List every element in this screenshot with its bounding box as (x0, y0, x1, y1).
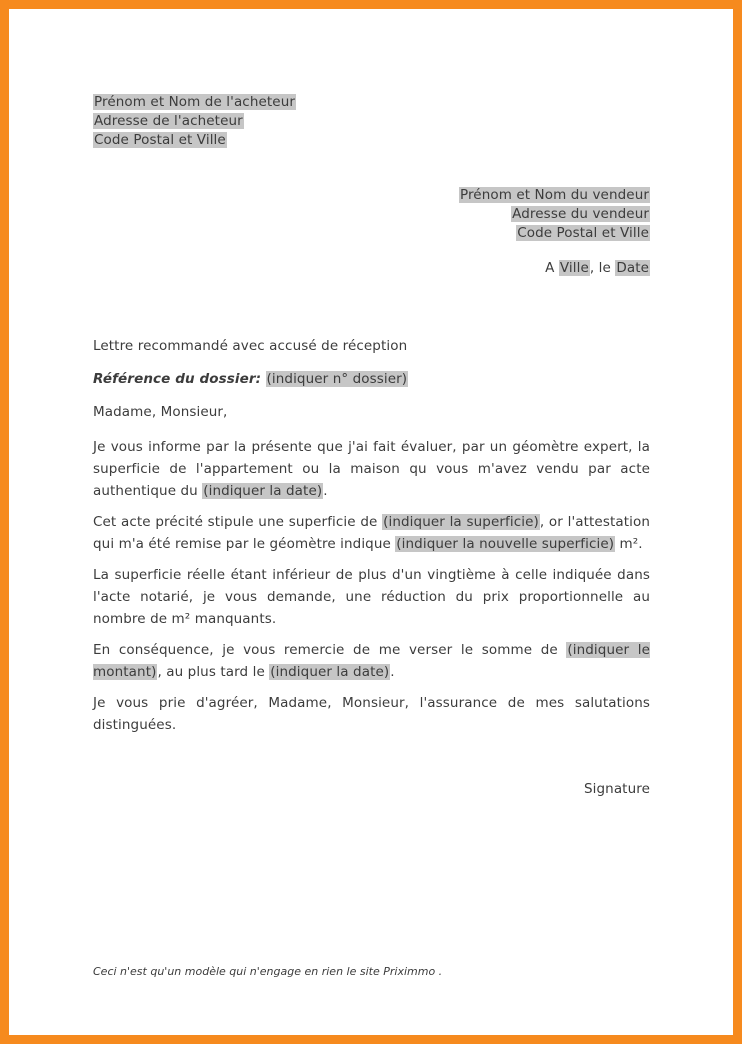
buyer-city-placeholder: Code Postal et Ville (94, 132, 226, 148)
buyer-city-line (93, 131, 650, 150)
date-line (93, 259, 650, 278)
vendor-city-placeholder: Code Postal et Ville (517, 225, 649, 241)
signature-label: Signature (583, 781, 650, 797)
vendor-address-line (93, 205, 650, 224)
reference-label: Référence du dossier: (93, 371, 262, 387)
paragraph-surface-text: Cet acte précité stipule une superficie de (93, 514, 383, 530)
buyer-name-line (93, 93, 650, 112)
footer-disclaimer: Ceci n'est qu'un modèle qui n'engage en rien le site Priximmo . (93, 965, 443, 978)
vendor-address-block (93, 186, 650, 243)
letter-content (9, 9, 733, 800)
paragraph-closing: Je vous prie d'agréer, Madame, Monsieur, l'assurance de mes salutations distinguées. (93, 695, 650, 733)
paragraph-payment-text: En conséquence, je vous remercie de me verser le somme de (93, 642, 567, 658)
date-sale-placeholder: (indiquer la date) (203, 483, 323, 499)
paragraph-payment: En conséquence, je vous remercie de me verser le somme de (indiquer le montant), au plus tard le (indiquer la date). (93, 642, 650, 680)
reference-line (93, 368, 650, 390)
reference-placeholder: (indiquer n° dossier) (266, 371, 408, 387)
buyer-address-block (93, 93, 650, 150)
date-placeholder: Date (616, 260, 649, 276)
surface-placeholder: (indiquer la superficie) (383, 514, 539, 530)
buyer-address-placeholder: Adresse de l'acheteur (94, 113, 243, 129)
paragraph-surface: Cet acte précité stipule une superficie de (indiquer la superficie), or l'attestation qui m'a été remise par le géomètre indique (indiquer la nouvelle superficie) m². (93, 514, 650, 552)
vendor-name-placeholder: Prénom et Nom du vendeur (459, 187, 649, 203)
paragraph-evaluation: Je vous informe par la présente que j'ai fait évaluer, par un géomètre expert, la superficie de l'appartement ou la maison qu vous m'avez vendu par acte authentique du (indiquer la date). (93, 439, 650, 499)
salutation: Madame, Monsieur, (93, 404, 228, 420)
buyer-name-placeholder: Prénom et Nom de l'acheteur (94, 94, 296, 110)
vendor-city-line (93, 224, 650, 243)
date-middle: , le (589, 260, 616, 276)
amount-placeholder: (indiquer le montant) (93, 642, 650, 680)
buyer-address-line (93, 112, 650, 131)
vendor-address-placeholder: Adresse du vendeur (512, 206, 649, 222)
subject-line: Lettre recommandé avec accusé de réception (93, 338, 408, 354)
new-surface-placeholder: (indiquer la nouvelle superficie) (396, 536, 615, 552)
city-placeholder: Ville (559, 260, 589, 276)
vendor-name-line (93, 186, 650, 205)
paragraph-evaluation-text: Je vous informe par la présente que j'ai fait évaluer, par un géomètre expert, la superficie de l'appartement ou la maison qu vous m'avez vendu par acte authentique du (93, 439, 650, 499)
deadline-placeholder: (indiquer la date) (270, 664, 390, 680)
date-prefix: A (545, 260, 559, 276)
paragraph-reduction: La superficie réelle étant inférieur de plus d'un vingtième à celle indiquée dans l'acte notarié, je vous demande, une réduction du prix proportionnelle au nombre de m² manquants. (93, 567, 650, 627)
